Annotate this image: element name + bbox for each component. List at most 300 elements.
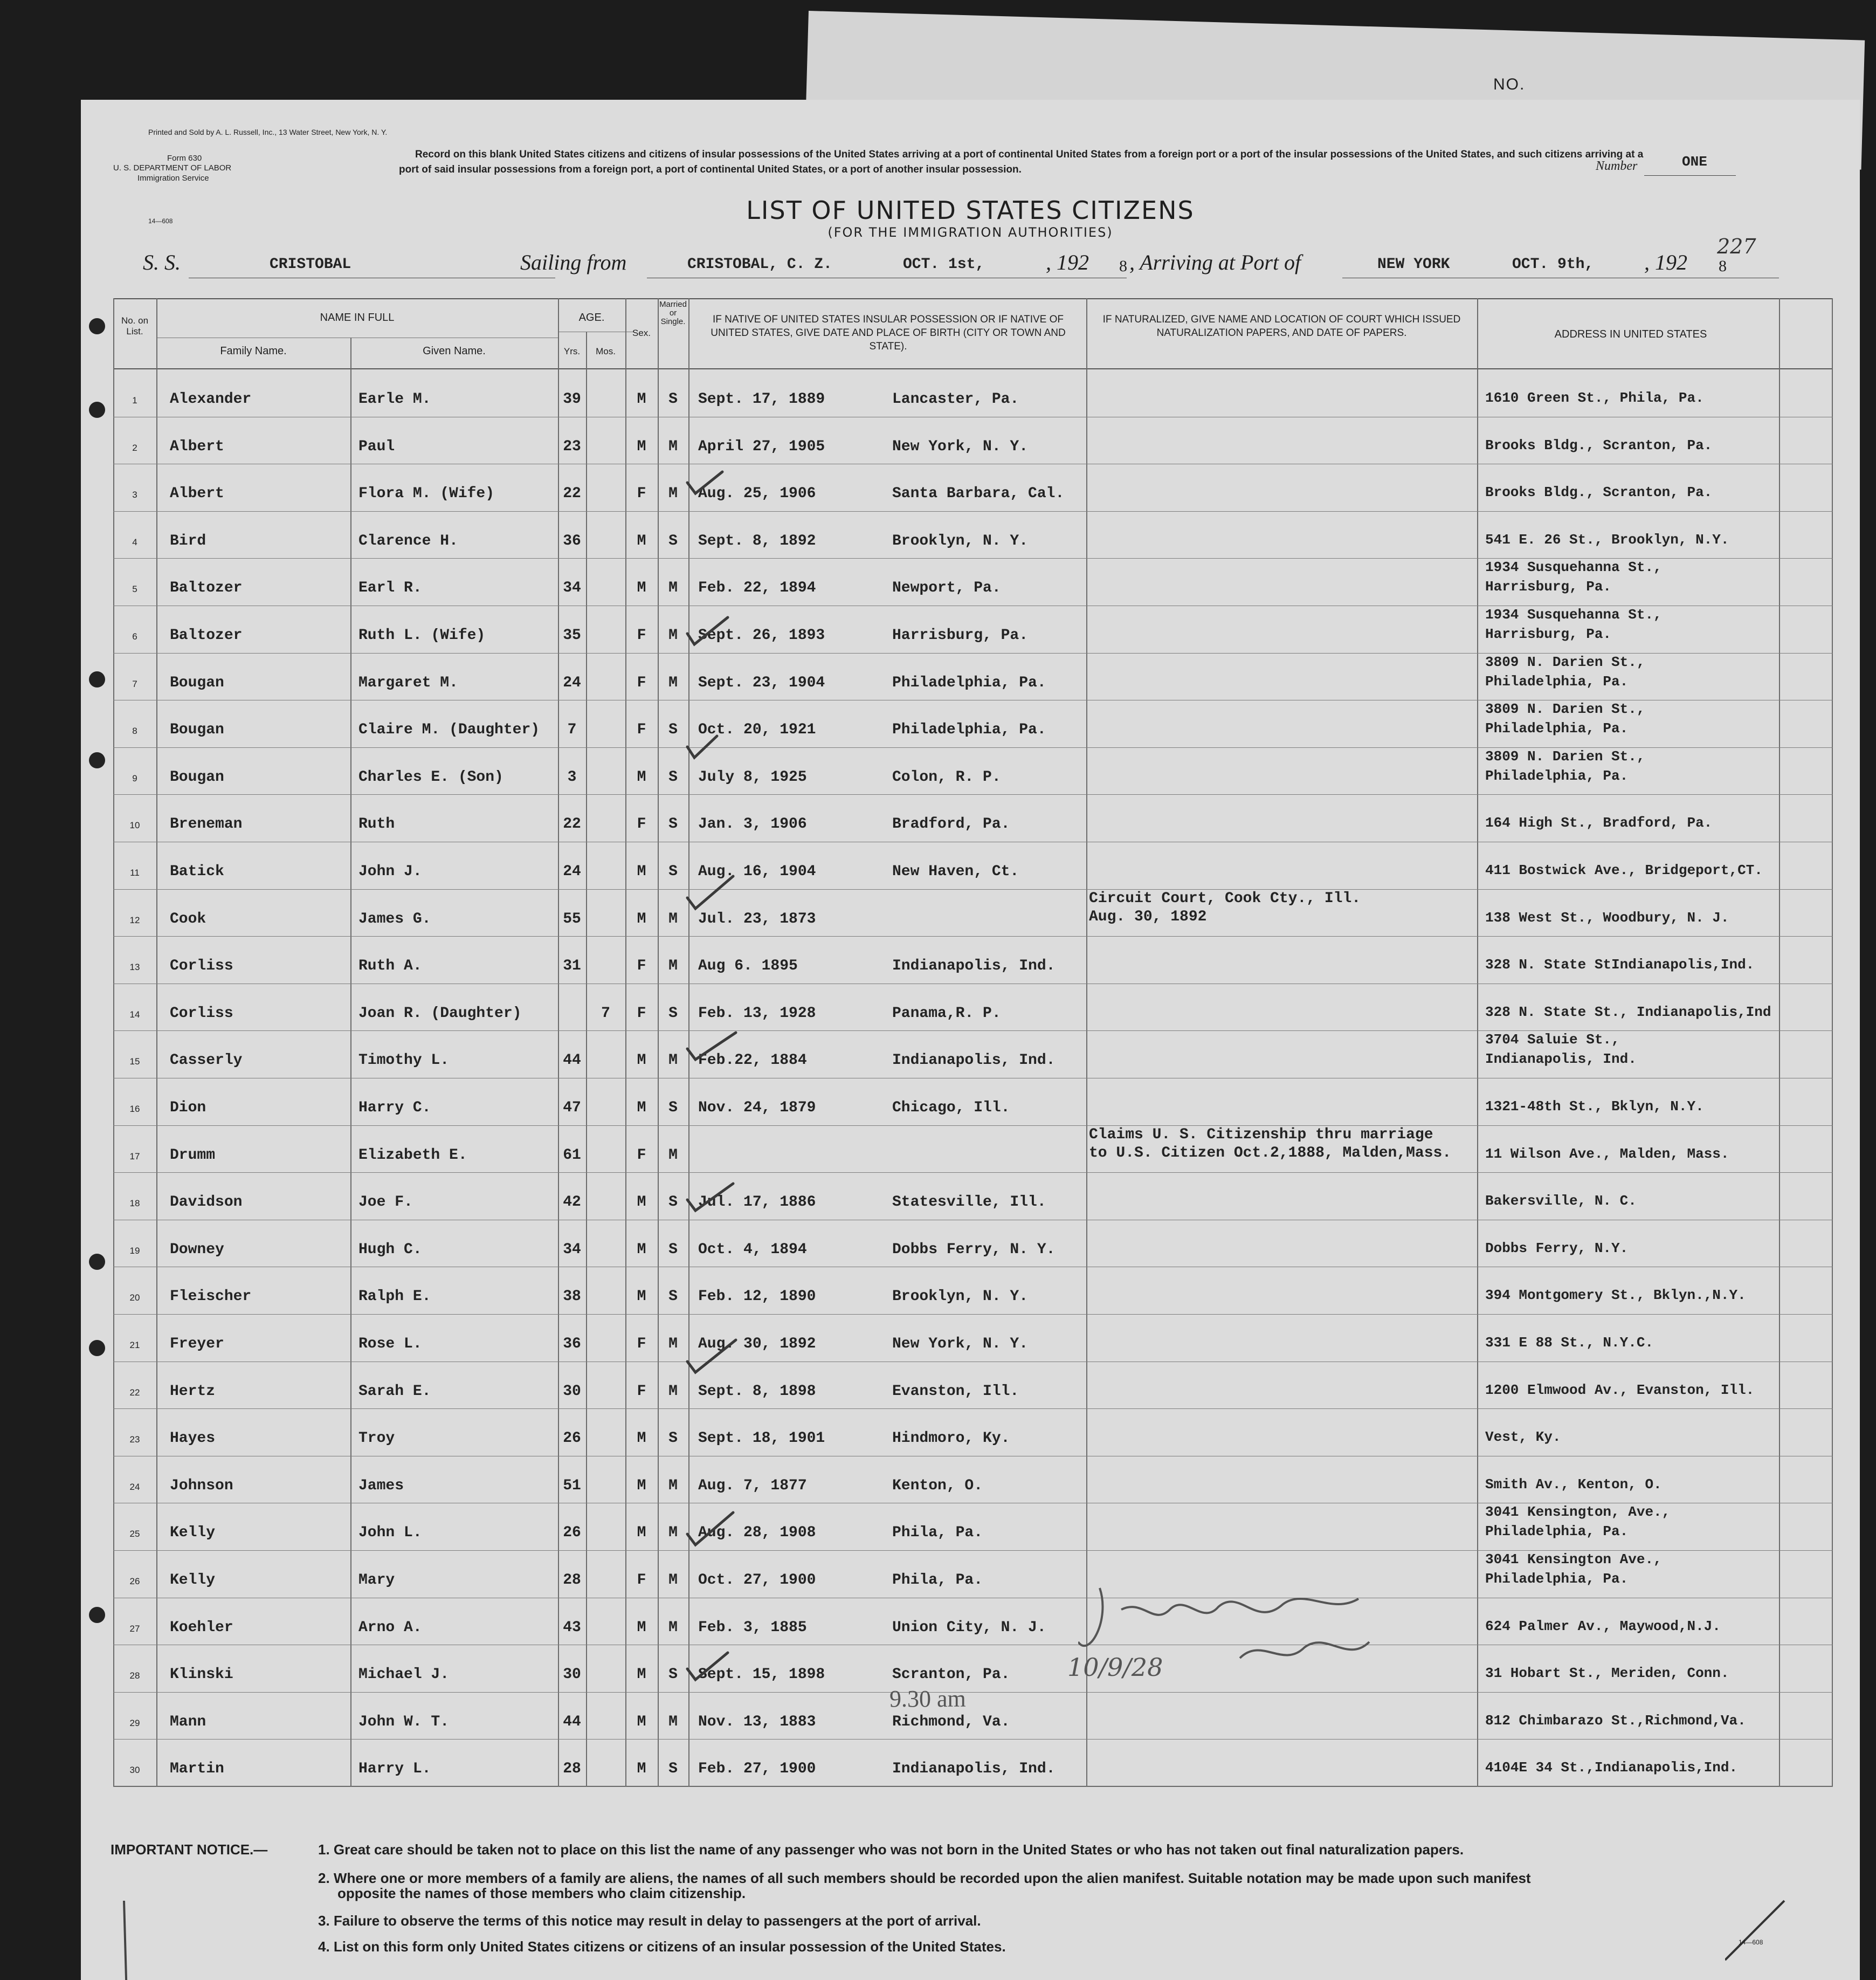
- cell-given: Ruth L. (Wife): [358, 627, 486, 644]
- cell-addr2: 328 N. State StIndianapolis,Ind.: [1485, 957, 1755, 973]
- cell-date: Oct. 27, 1900: [698, 1572, 816, 1589]
- cell-yrs: 24: [563, 863, 581, 880]
- cell-no: 22: [129, 1387, 140, 1398]
- cell-family: Bougan: [170, 674, 224, 691]
- cell-family: Cook: [170, 910, 206, 927]
- sailing-label: Sailing from: [520, 250, 627, 274]
- cell-date: Jul. 23, 1873: [698, 910, 816, 927]
- cell-addr2: Harrisburg, Pa.: [1485, 579, 1612, 595]
- cell-place: Statesville, Ill.: [892, 1194, 1046, 1211]
- cell-given: Joe F.: [358, 1194, 413, 1211]
- cell-addr2: Brooks Bldg., Scranton, Pa.: [1485, 437, 1713, 453]
- handwritten-time: 9.30 am: [889, 1686, 966, 1712]
- notice-item-3: 3. Failure to observe the terms of this notice may result in delay to passengers at the port of arrival.: [318, 1913, 981, 1929]
- cell-place: Richmond, Va.: [892, 1713, 1010, 1730]
- cell-date: Aug. 7, 1877: [698, 1477, 807, 1494]
- cell-addr2: Philadelphia, Pa.: [1485, 720, 1629, 737]
- col-head-age: AGE.: [578, 312, 605, 324]
- cell-sex: F: [637, 958, 646, 975]
- cell-place: Kenton, O.: [892, 1477, 983, 1494]
- cell-addr2: 1321-48th St., Bklyn, N.Y.: [1485, 1098, 1704, 1115]
- cell-family: Johnson: [170, 1477, 233, 1494]
- cell-ms: S: [668, 1666, 678, 1683]
- check-marks: [685, 412, 792, 1761]
- cell-given: James: [358, 1477, 404, 1494]
- cell-given: John J.: [358, 863, 422, 880]
- cell-place: Santa Barbara, Cal.: [892, 485, 1065, 503]
- cell-sex: M: [637, 1713, 646, 1730]
- cell-sex: M: [637, 1052, 646, 1069]
- cell-date: Feb.22, 1884: [698, 1052, 807, 1069]
- cell-sex: M: [637, 910, 646, 927]
- table-row: [81, 369, 1860, 417]
- cell-ms: M: [668, 1524, 678, 1542]
- cell-family: Fleischer: [170, 1288, 252, 1305]
- table-row: [81, 1362, 1860, 1409]
- cell-family: Hertz: [170, 1383, 216, 1400]
- cell-no: 17: [129, 1151, 140, 1161]
- cell-sex: M: [637, 1430, 646, 1447]
- cell-no: 13: [129, 962, 140, 973]
- cell-date: Sept. 23, 1904: [698, 674, 825, 691]
- sailing-date: OCT. 1st,: [903, 256, 985, 273]
- cell-ms: M: [668, 674, 678, 691]
- table-row: [81, 417, 1860, 464]
- cell-given: Timothy L.: [358, 1052, 450, 1069]
- table-row: [81, 1456, 1860, 1503]
- cell-yrs: 47: [563, 1099, 581, 1116]
- cell-ms: M: [668, 910, 678, 927]
- cell-no: 1: [132, 395, 137, 405]
- cell-date: Aug 6. 1895: [698, 958, 798, 975]
- cell-no: 21: [129, 1340, 140, 1350]
- cell-ms: M: [668, 1477, 678, 1494]
- cell-sex: F: [637, 1005, 646, 1022]
- cell-date: Feb. 13, 1928: [698, 1005, 816, 1022]
- col-head-mos: Mos.: [596, 346, 616, 356]
- cell-addr2: Brooks Bldg., Scranton, Pa.: [1485, 484, 1713, 501]
- cell-family: Bougan: [170, 721, 224, 739]
- cell-family: Drumm: [170, 1146, 216, 1164]
- cell-no: 18: [129, 1198, 140, 1209]
- cell-given: Michael J.: [358, 1666, 450, 1683]
- cell-addr2: Philadelphia, Pa.: [1485, 1571, 1629, 1587]
- cell-family: Alexander: [170, 391, 252, 408]
- cell-family: Baltozer: [170, 627, 243, 644]
- cell-family: Mann: [170, 1713, 206, 1730]
- cell-family: Downey: [170, 1241, 224, 1258]
- margin-stroke: [113, 1901, 146, 1980]
- number-label: Number: [1596, 159, 1638, 173]
- table-row: [81, 889, 1860, 937]
- cell-addr2: 1200 Elmwood Av., Evanston, Ill.: [1485, 1381, 1755, 1398]
- cell-date: Feb. 27, 1900: [698, 1761, 816, 1778]
- binder-hole: [89, 1340, 105, 1356]
- cell-sex: M: [637, 1288, 646, 1305]
- cell-sex: F: [637, 627, 646, 644]
- cell-sex: F: [637, 1336, 646, 1352]
- cell-yrs: 44: [563, 1052, 581, 1069]
- cell-ms: M: [668, 1383, 678, 1400]
- arrival-port: NEW YORK: [1377, 256, 1450, 273]
- cell-addr1: 1934 Susquehanna St.,: [1485, 607, 1662, 623]
- cell-family: Martin: [170, 1761, 224, 1778]
- cell-ms: M: [668, 1052, 678, 1069]
- cell-family: Davidson: [170, 1194, 243, 1211]
- service-name: Immigration Service: [137, 174, 209, 183]
- cell-date: Sept. 15, 1898: [698, 1666, 825, 1683]
- cell-yrs: 26: [563, 1524, 581, 1542]
- sailing-from: CRISTOBAL, C. Z.: [687, 256, 832, 273]
- cell-sex: M: [637, 1194, 646, 1211]
- cell-no: 14: [129, 1009, 140, 1020]
- cell-yrs: 61: [563, 1146, 581, 1164]
- table-row: [81, 1692, 1860, 1740]
- cell-addr2: 328 N. State St., Indianapolis,Ind: [1485, 1003, 1771, 1020]
- cell-family: Klinski: [170, 1666, 233, 1683]
- cell-date: Jan. 3, 1906: [698, 816, 807, 833]
- cell-date: Sept. 8, 1898: [698, 1383, 816, 1400]
- cell-sex: M: [637, 1619, 646, 1636]
- cell-ms: S: [668, 816, 678, 833]
- cell-addr2: 541 E. 26 St., Brooklyn, N.Y.: [1485, 531, 1729, 548]
- cell-date: Aug. 16, 1904: [698, 863, 816, 880]
- table-row: [81, 1598, 1860, 1645]
- cell-date: Aug. 30, 1892: [698, 1336, 816, 1352]
- cell-date: Aug. 25, 1906: [698, 485, 816, 503]
- cell-no: 9: [132, 773, 137, 783]
- margin-stroke: [1725, 1895, 1790, 1965]
- cell-yrs: 3: [567, 768, 577, 786]
- cell-ms: M: [668, 1619, 678, 1636]
- table-row: [81, 747, 1860, 795]
- col-head-no: No. on List.: [121, 315, 149, 336]
- cell-given: Joan R. (Daughter): [358, 1005, 522, 1022]
- cell-place: Panama,R. P.: [892, 1005, 1001, 1022]
- cell-date: Sept. 17, 1889: [698, 391, 825, 408]
- cell-addr2: 138 West St., Woodbury, N. J.: [1485, 909, 1729, 926]
- cell-nat1: Claims U. S. Citizenship thru marriage: [1089, 1126, 1433, 1143]
- cell-addr1: 3041 Kensington, Ave.,: [1485, 1504, 1671, 1521]
- cell-yrs: 22: [563, 485, 581, 503]
- cell-sex: F: [637, 721, 646, 739]
- cell-ms: S: [668, 768, 678, 786]
- cell-given: John L.: [358, 1524, 422, 1542]
- cell-given: Ralph E.: [358, 1288, 431, 1305]
- cell-addr2: Harrisburg, Pa.: [1485, 626, 1612, 642]
- cell-no: 6: [132, 631, 137, 642]
- cell-yrs: 42: [563, 1194, 581, 1211]
- cell-place: Phila, Pa.: [892, 1572, 983, 1589]
- cell-yrs: 30: [563, 1666, 581, 1683]
- ship-name: CRISTOBAL: [270, 256, 351, 273]
- cell-no: 4: [132, 537, 137, 547]
- cell-sex: F: [637, 1383, 646, 1400]
- table-row: [81, 1314, 1860, 1362]
- cell-family: Breneman: [170, 816, 243, 833]
- cell-ms: S: [668, 1005, 678, 1022]
- table-row: [81, 1125, 1860, 1173]
- cell-yrs: 22: [563, 816, 581, 833]
- cell-nat1: Circuit Court, Cook Cty., Ill.: [1089, 890, 1361, 907]
- notice-label: IMPORTANT NOTICE.—: [111, 1841, 268, 1858]
- cell-place: Chicago, Ill.: [892, 1099, 1010, 1116]
- cell-no: 27: [129, 1623, 140, 1634]
- cell-ms: S: [668, 1761, 678, 1778]
- col-head-birth: IF NATIVE OF UNITED STATES INSULAR POSSESSION OR IF NATIVE OF UNITED STATES, GIVE DATE AND PLACE OF BIRTH (CITY OR TOWN AND STATE).: [711, 314, 1066, 352]
- cell-given: Ruth A.: [358, 958, 422, 975]
- table-row: [81, 1172, 1860, 1220]
- cell-given: Troy: [358, 1430, 395, 1447]
- cell-ms: M: [668, 438, 678, 455]
- handwritten-date: 10/9/28: [1067, 1653, 1163, 1682]
- arriving-label: , Arriving at Port of: [1129, 250, 1301, 274]
- cell-addr1: 3809 N. Darien St.,: [1485, 654, 1645, 670]
- row-rule: [113, 1786, 1833, 1787]
- cell-addr1: 3809 N. Darien St.,: [1485, 701, 1645, 718]
- cell-no: 23: [129, 1434, 140, 1445]
- cell-family: Freyer: [170, 1336, 224, 1352]
- cell-sex: M: [637, 1761, 646, 1778]
- cell-addr2: 394 Montgomery St., Bklyn.,N.Y.: [1485, 1287, 1746, 1304]
- cell-ms: S: [668, 1430, 678, 1447]
- cell-ms: M: [668, 627, 678, 644]
- cell-family: Hayes: [170, 1430, 216, 1447]
- cell-yrs: 28: [563, 1761, 581, 1778]
- inspector-signature: [1078, 1577, 1391, 1680]
- cell-yrs: 23: [563, 438, 581, 455]
- cell-no: 26: [129, 1576, 140, 1586]
- cell-no: 30: [129, 1765, 140, 1776]
- arrival-date: OCT. 9th,: [1512, 256, 1594, 273]
- cell-date: Feb. 3, 1885: [698, 1619, 807, 1636]
- table-row: [81, 700, 1860, 747]
- cell-addr2: Philadelphia, Pa.: [1485, 673, 1629, 690]
- cell-place: Hindmoro, Ky.: [892, 1430, 1010, 1447]
- col-head-yrs: Yrs.: [563, 346, 581, 356]
- cell-ms: S: [668, 1099, 678, 1116]
- table-row: [81, 1408, 1860, 1456]
- table-row: [81, 842, 1860, 889]
- cell-sex: M: [637, 1099, 646, 1116]
- sailing-year-digit: 8: [1119, 257, 1127, 275]
- cell-place: Phila, Pa.: [892, 1524, 983, 1542]
- cell-yrs: 39: [563, 391, 581, 408]
- cell-ms: M: [668, 580, 678, 597]
- cell-place: Bradford, Pa.: [892, 816, 1010, 833]
- cell-date: Feb. 22, 1894: [698, 580, 816, 597]
- cell-sex: M: [637, 863, 646, 880]
- col-head-name: NAME IN FULL: [320, 312, 395, 324]
- col-head-family: Family Name.: [220, 345, 287, 357]
- cell-date: Oct. 4, 1894: [698, 1241, 807, 1258]
- table-row: [81, 606, 1860, 653]
- manifest-sheet: [81, 100, 1860, 1980]
- cell-no: 2: [132, 442, 137, 453]
- cell-addr2: Philadelphia, Pa.: [1485, 1523, 1629, 1540]
- cell-date: Sept. 8, 1892: [698, 532, 816, 549]
- cell-yrs: 34: [563, 580, 581, 597]
- col-head-naturalized: IF NATURALIZED, GIVE NAME AND LOCATION OF COURT WHICH ISSUED NATURALIZATION PAPERS, AND DATE OF PAPERS.: [1102, 314, 1461, 339]
- intro-instructions: Record on this blank United States citizens and citizens of insular possessions of the United States arriving at a port of continental United States from a foreign port or a port of the insular possessions of the United States, and such citizens arriving at a port of said insular possessions from a foreign port, a port of continental United States, or a port of another insular possession.: [399, 149, 1644, 175]
- notice-item-2: 2. Where one or more members of a family are aliens, the names of all such members should be recorded upon the alien manifest. Suitable notation may be made upon such manifest: [318, 1870, 1531, 1886]
- cell-addr2: 624 Palmer Av., Maywood,N.J.: [1485, 1618, 1721, 1634]
- cell-place: Indianapolis, Ind.: [892, 1052, 1056, 1069]
- col-head-given: Given Name.: [423, 345, 486, 357]
- col-head-married: Married or Single.: [659, 300, 687, 326]
- cell-yrs: 36: [563, 1336, 581, 1352]
- binder-hole: [89, 671, 105, 688]
- cell-nat2: to U.S. Citizen Oct.2,1888, Malden,Mass.: [1089, 1144, 1452, 1161]
- cell-place: New Haven, Ct.: [892, 863, 1019, 880]
- cell-given: Ruth: [358, 816, 395, 833]
- table-row: [81, 464, 1860, 511]
- cell-place: Newport, Pa.: [892, 580, 1001, 597]
- page-number: 227: [1717, 235, 1756, 258]
- cell-given: Earl R.: [358, 580, 422, 597]
- cell-addr2: 164 High St., Bradford, Pa.: [1485, 815, 1713, 831]
- table-row: [81, 1030, 1860, 1078]
- col-head-sex: Sex.: [632, 328, 651, 338]
- cell-sex: M: [637, 1666, 646, 1683]
- cell-sex: F: [637, 816, 646, 833]
- cell-place: Brooklyn, N. Y.: [892, 532, 1029, 549]
- cell-addr2: 1610 Green St., Phila, Pa.: [1485, 390, 1704, 406]
- cell-date: Aug. 28, 1908: [698, 1524, 816, 1542]
- cell-given: Paul: [358, 438, 395, 455]
- cell-date: Sept. 26, 1893: [698, 627, 825, 644]
- printer-line: Printed and Sold by A. L. Russell, Inc., 13 Water Street, New York, N. Y.: [148, 128, 388, 136]
- cell-place: Brooklyn, N. Y.: [892, 1288, 1029, 1305]
- cell-ms: S: [668, 1194, 678, 1211]
- cell-given: Elizabeth E.: [358, 1146, 467, 1164]
- cell-given: John W. T.: [358, 1713, 450, 1730]
- cell-given: Sarah E.: [358, 1383, 431, 1400]
- arrival-year-digit: 8: [1719, 257, 1727, 275]
- cell-addr2: Philadelphia, Pa.: [1485, 767, 1629, 784]
- cell-place: Evanston, Ill.: [892, 1383, 1019, 1400]
- cell-ms: S: [668, 863, 678, 880]
- cell-given: Margaret M.: [358, 674, 458, 691]
- arrival-year-prefix: , 192: [1644, 250, 1687, 274]
- cell-family: Baltozer: [170, 580, 243, 597]
- cell-addr2: Dobbs Ferry, N.Y.: [1485, 1240, 1629, 1256]
- cell-family: Kelly: [170, 1572, 216, 1589]
- table-row: [81, 1739, 1860, 1786]
- table-row: [81, 984, 1860, 1031]
- cell-no: 5: [132, 584, 137, 595]
- cell-addr2: 31 Hobart St., Meriden, Conn.: [1485, 1665, 1729, 1682]
- cell-sex: F: [637, 485, 646, 503]
- cell-yrs: 24: [563, 674, 581, 691]
- cell-family: Casserly: [170, 1052, 243, 1069]
- form-code: 14—608: [148, 217, 173, 225]
- cell-yrs: 28: [563, 1572, 581, 1589]
- cell-no: 15: [129, 1056, 140, 1067]
- cell-given: Earle M.: [358, 391, 431, 408]
- cell-no: 29: [129, 1717, 140, 1728]
- cell-ms: M: [668, 1336, 678, 1352]
- cell-place: Scranton, Pa.: [892, 1666, 1010, 1683]
- table-row: [81, 794, 1860, 842]
- cell-ms: M: [668, 1572, 678, 1589]
- cell-addr2: 331 E 88 St., N.Y.C.: [1485, 1335, 1654, 1351]
- cell-yrs: 44: [563, 1713, 581, 1730]
- cell-ms: S: [668, 1288, 678, 1305]
- cell-ms: S: [668, 721, 678, 739]
- notice-item-1: 1. Great care should be taken not to place on this list the name of any passenger who was not born in the United States or who has not taken out final naturalization papers.: [318, 1841, 1464, 1858]
- cell-family: Dion: [170, 1099, 206, 1116]
- table-row: [81, 511, 1860, 559]
- page-subtitle: (FOR THE IMMIGRATION AUTHORITIES): [827, 225, 1113, 240]
- cell-sex: M: [637, 1524, 646, 1542]
- cell-addr2: Smith Av., Kenton, O.: [1485, 1476, 1662, 1493]
- sailing-year-prefix: , 192: [1046, 250, 1089, 274]
- cell-family: Bird: [170, 532, 206, 549]
- table-row: [81, 558, 1860, 606]
- under-sheet-no-label: NO.: [1493, 75, 1526, 93]
- table-row: [81, 1503, 1860, 1550]
- footer-code: 14—608: [1739, 1938, 1763, 1946]
- cell-place: New York, N. Y.: [892, 438, 1029, 455]
- cell-yrs: 38: [563, 1288, 581, 1305]
- cell-no: 19: [129, 1245, 140, 1256]
- cell-yrs: 43: [563, 1619, 581, 1636]
- binder-hole: [89, 1254, 105, 1270]
- cell-given: Flora M. (Wife): [358, 485, 495, 503]
- cell-place: Colon, R. P.: [892, 768, 1001, 786]
- number-value: ONE: [1682, 154, 1707, 170]
- cell-no: 20: [129, 1292, 140, 1303]
- cell-addr2: 812 Chimbarazo St.,Richmond,Va.: [1485, 1712, 1746, 1729]
- page-title: LIST OF UNITED STATES CITIZENS: [746, 196, 1195, 225]
- cell-place: New York, N. Y.: [892, 1336, 1029, 1352]
- cell-ms: M: [668, 485, 678, 503]
- cell-family: Albert: [170, 485, 224, 503]
- col-head-address: ADDRESS IN UNITED STATES: [1554, 328, 1707, 340]
- cell-place: Indianapolis, Ind.: [892, 1761, 1056, 1778]
- ss-label: S. S.: [143, 250, 181, 274]
- cell-addr2: 4104E 34 St.,Indianapolis,Ind.: [1485, 1759, 1738, 1776]
- cell-no: 11: [130, 868, 140, 878]
- cell-family: Corliss: [170, 958, 233, 975]
- cell-no: 8: [132, 726, 137, 737]
- cell-yrs: 31: [563, 958, 581, 975]
- cell-sex: M: [637, 1477, 646, 1494]
- cell-yrs: 7: [567, 721, 577, 739]
- table-row: [81, 1645, 1860, 1692]
- cell-addr2: Indianapolis, Ind.: [1485, 1051, 1637, 1068]
- cell-date: Oct. 20, 1921: [698, 721, 816, 739]
- cell-place: Indianapolis, Ind.: [892, 958, 1056, 975]
- binder-hole: [89, 1607, 105, 1623]
- cell-given: Harry L.: [358, 1761, 431, 1778]
- cell-addr2: Vest, Ky.: [1485, 1429, 1561, 1446]
- cell-date: Sept. 18, 1901: [698, 1430, 825, 1447]
- cell-no: 25: [129, 1529, 140, 1539]
- cell-family: Albert: [170, 438, 224, 455]
- cell-addr2: Bakersville, N. C.: [1485, 1193, 1637, 1209]
- cell-addr2: 11 Wilson Ave., Malden, Mass.: [1485, 1145, 1729, 1162]
- cell-ms: M: [668, 1146, 678, 1164]
- cell-ms: S: [668, 391, 678, 408]
- cell-date: Nov. 13, 1883: [698, 1713, 816, 1730]
- cell-family: Kelly: [170, 1524, 216, 1542]
- table-row: [81, 1550, 1860, 1598]
- cell-given: Claire M. (Daughter): [358, 721, 540, 739]
- cell-place: Philadelphia, Pa.: [892, 674, 1046, 691]
- notice-item-4: 4. List on this form only United States citizens or citizens of an insular possession of the United States.: [318, 1938, 1006, 1955]
